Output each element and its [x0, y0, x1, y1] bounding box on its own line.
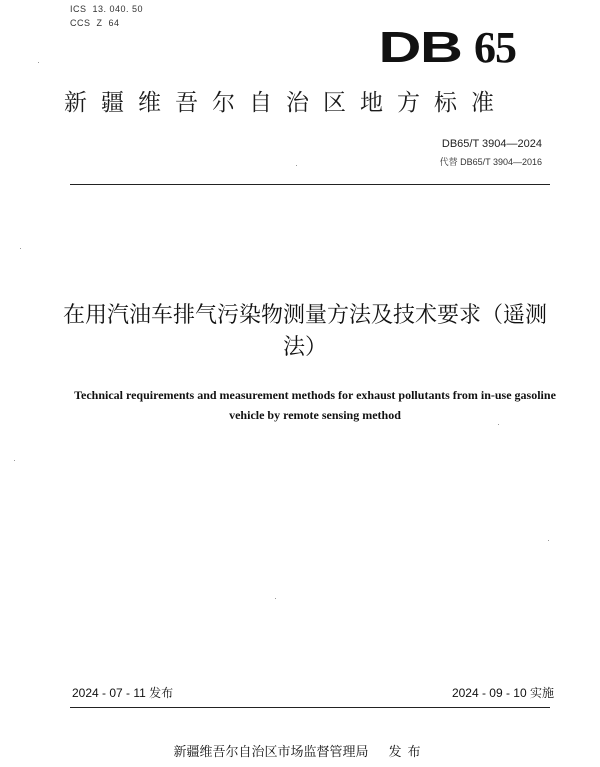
scan-speck — [296, 165, 297, 166]
replaced-standard: 代替 DB65/T 3904—2016 — [439, 157, 542, 167]
chinese-title: 在用汽油车排气污染物测量方法及技术要求（遥测法） — [62, 303, 547, 360]
standard-number: DB65/T 3904—2024 — [441, 138, 542, 150]
implementation-date: 2024 - 09 - 10 实施 — [451, 686, 554, 700]
header-divider — [70, 184, 550, 185]
scan-speck — [20, 248, 21, 249]
classification-codes — [70, 2, 143, 30]
scan-speck — [275, 598, 276, 599]
english-title: Technical requirements and measurement methods for exhaust pollutants from in-use gasoline vehicle by remote sensing method — [74, 388, 556, 422]
scan-speck — [14, 460, 15, 461]
footer-divider — [70, 707, 550, 708]
logo-db-text: DB — [378, 23, 462, 72]
publisher-name: 新疆维吾尔自治区市场监督管理局 — [173, 745, 369, 760]
scan-speck — [548, 540, 549, 541]
publish-action: 发布 — [388, 745, 427, 760]
publisher-line — [0, 744, 600, 762]
scan-speck — [498, 424, 499, 425]
standard-type-heading: 新疆维吾尔自治区地方标准 — [64, 90, 508, 116]
scan-speck — [38, 62, 39, 63]
ics-code: ICS 13. 040. 50 — [70, 4, 144, 14]
logo-number-text: 65 — [474, 23, 516, 72]
issue-date: 2024 - 07 - 11 发布 — [72, 686, 174, 700]
db65-logo — [378, 23, 516, 72]
ccs-code: CCS Z 64 — [70, 18, 120, 28]
